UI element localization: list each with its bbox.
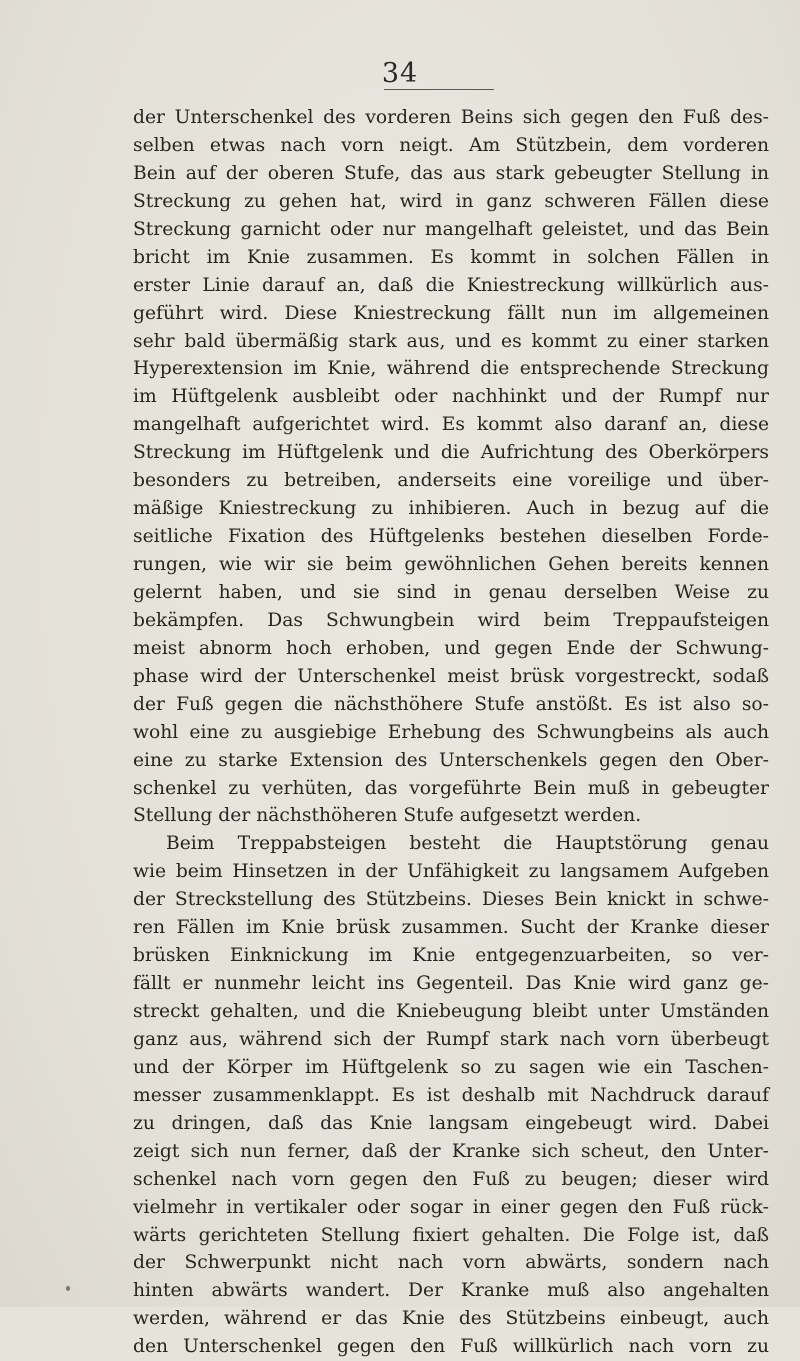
paper-speck bbox=[66, 1286, 70, 1291]
text-line: rungen, wie wir sie beim gewöhnlichen Gehen bereits kennen bbox=[133, 554, 769, 575]
text-line: hinten abwärts wandert. Der Kranke muß also angehalten bbox=[133, 1280, 769, 1302]
text-line: phase wird der Unterschenkel meist brüsk vorgestreckt, sodaß bbox=[133, 665, 769, 687]
text-line: Stellung der nächsthöheren Stufe aufgesetzt werden. bbox=[133, 805, 642, 827]
text-line: Bein auf der oberen Stufe, das aus stark gebeugter Stellung in bbox=[133, 162, 769, 184]
text-line: streckt gehalten, und die Kniebeugung bleibt unter Umständen bbox=[133, 1001, 769, 1022]
text-line: Beim Treppabsteigen besteht die Hauptstörung genau bbox=[166, 833, 769, 855]
text-line: zu dringen, daß das Knie langsam eingebeugt wird. Dabei bbox=[133, 1112, 769, 1134]
header-rule bbox=[384, 89, 494, 90]
text-line: meist abnorm hoch erhoben, und gegen Ende der Schwung- bbox=[133, 637, 769, 659]
text-line: vielmehr in vertikaler oder sogar in einer gegen den Fuß rück- bbox=[133, 1196, 769, 1218]
text-line: schenkel nach vorn gegen den Fuß zu beugen; dieser wird bbox=[133, 1168, 769, 1190]
text-line: der Schwerpunkt nicht nach vorn abwärts, sondern nach bbox=[133, 1252, 769, 1274]
text-line: mangelhaft aufgerichtet wird. Es kommt also daranf an, diese bbox=[133, 414, 769, 436]
text-line: schenkel zu verhüten, das vorgeführte Bein muß in gebeugter bbox=[133, 777, 769, 799]
text-line: der Streckstellung des Stützbeins. Dieses Bein knickt in schwe- bbox=[133, 889, 769, 911]
text-line: Streckung im Hüftgelenk und die Aufrichtung des Oberkörpers bbox=[133, 442, 769, 464]
text-line: sehr bald übermäßig stark aus, und es kommt zu einer starken bbox=[133, 330, 769, 352]
body-text bbox=[133, 104, 769, 1361]
text-line: den Unterschenkel gegen den Fuß willkürlich nach vorn zu bbox=[133, 1336, 769, 1358]
text-line: wärts gerichteten Stellung fixiert gehalten. Die Folge ist, daß bbox=[133, 1224, 769, 1246]
text-line: gelernt haben, und sie sind in genau derselben Weise zu bbox=[133, 581, 769, 603]
text-line: brüsken Einknickung im Knie entgegenzuarbeiten, so ver- bbox=[133, 945, 769, 967]
text-line: wie beim Hinsetzen in der Unfähigkeit zu langsamem Aufgeben bbox=[133, 861, 769, 883]
text-line: fällt er nunmehr leicht ins Gegenteil. Das Knie wird ganz ge- bbox=[133, 973, 769, 995]
text-line: zeigt sich nun ferner, daß der Kranke sich scheut, den Unter- bbox=[133, 1140, 769, 1162]
text-line: wohl eine zu ausgiebige Erhebung des Schwungbeins als auch bbox=[133, 721, 769, 743]
text-line: im Hüftgelenk ausbleibt oder nachhinkt und der Rumpf nur bbox=[133, 386, 769, 408]
text-line: ren Fällen im Knie brüsk zusammen. Sucht der Kranke dieser bbox=[133, 917, 769, 939]
text-line: eine zu starke Extension des Unterschenkels gegen den Ober- bbox=[133, 749, 769, 771]
text-line: der Fuß gegen die nächsthöhere Stufe anstößt. Es ist also so- bbox=[133, 693, 769, 715]
text-line: bekämpfen. Das Schwungbein wird beim Treppaufsteigen bbox=[133, 609, 769, 631]
text-line: geführt wird. Diese Kniestreckung fällt nun im allgemeinen bbox=[133, 302, 769, 324]
text-line: werden, während er das Knie des Stützbeins einbeugt, auch bbox=[133, 1308, 769, 1330]
text-line: Hyperextension im Knie, während die entsprechende Streckung bbox=[133, 358, 769, 380]
page-number: 34 bbox=[381, 58, 419, 89]
text-line: messer zusammenklappt. Es ist deshalb mit Nachdruck darauf bbox=[133, 1084, 769, 1106]
text-line: der Unterschenkel des vorderen Beins sich gegen den Fuß des- bbox=[133, 107, 769, 128]
text-line: seitliche Fixation des Hüftgelenks bestehen dieselben Forde- bbox=[133, 526, 769, 548]
text-line: erster Linie darauf an, daß die Kniestreckung willkürlich aus- bbox=[133, 274, 769, 296]
text-line: selben etwas nach vorn neigt. Am Stützbein, dem vorderen bbox=[133, 134, 769, 156]
text-line: Streckung zu gehen hat, wird in ganz schweren Fällen diese bbox=[133, 190, 769, 212]
text-line: besonders zu betreiben, anderseits eine voreilige und über- bbox=[133, 470, 769, 492]
text-line: und der Körper im Hüftgelenk so zu sagen wie ein Taschen- bbox=[133, 1056, 769, 1078]
text-line: ganz aus, während sich der Rumpf stark nach vorn überbeugt bbox=[133, 1028, 769, 1050]
text-line: Streckung garnicht oder nur mangelhaft geleistet, und das Bein bbox=[133, 218, 769, 240]
text-line: mäßige Kniestreckung zu inhibieren. Auch in bezug auf die bbox=[133, 498, 769, 520]
text-line: bricht im Knie zusammen. Es kommt in solchen Fällen in bbox=[133, 246, 769, 268]
